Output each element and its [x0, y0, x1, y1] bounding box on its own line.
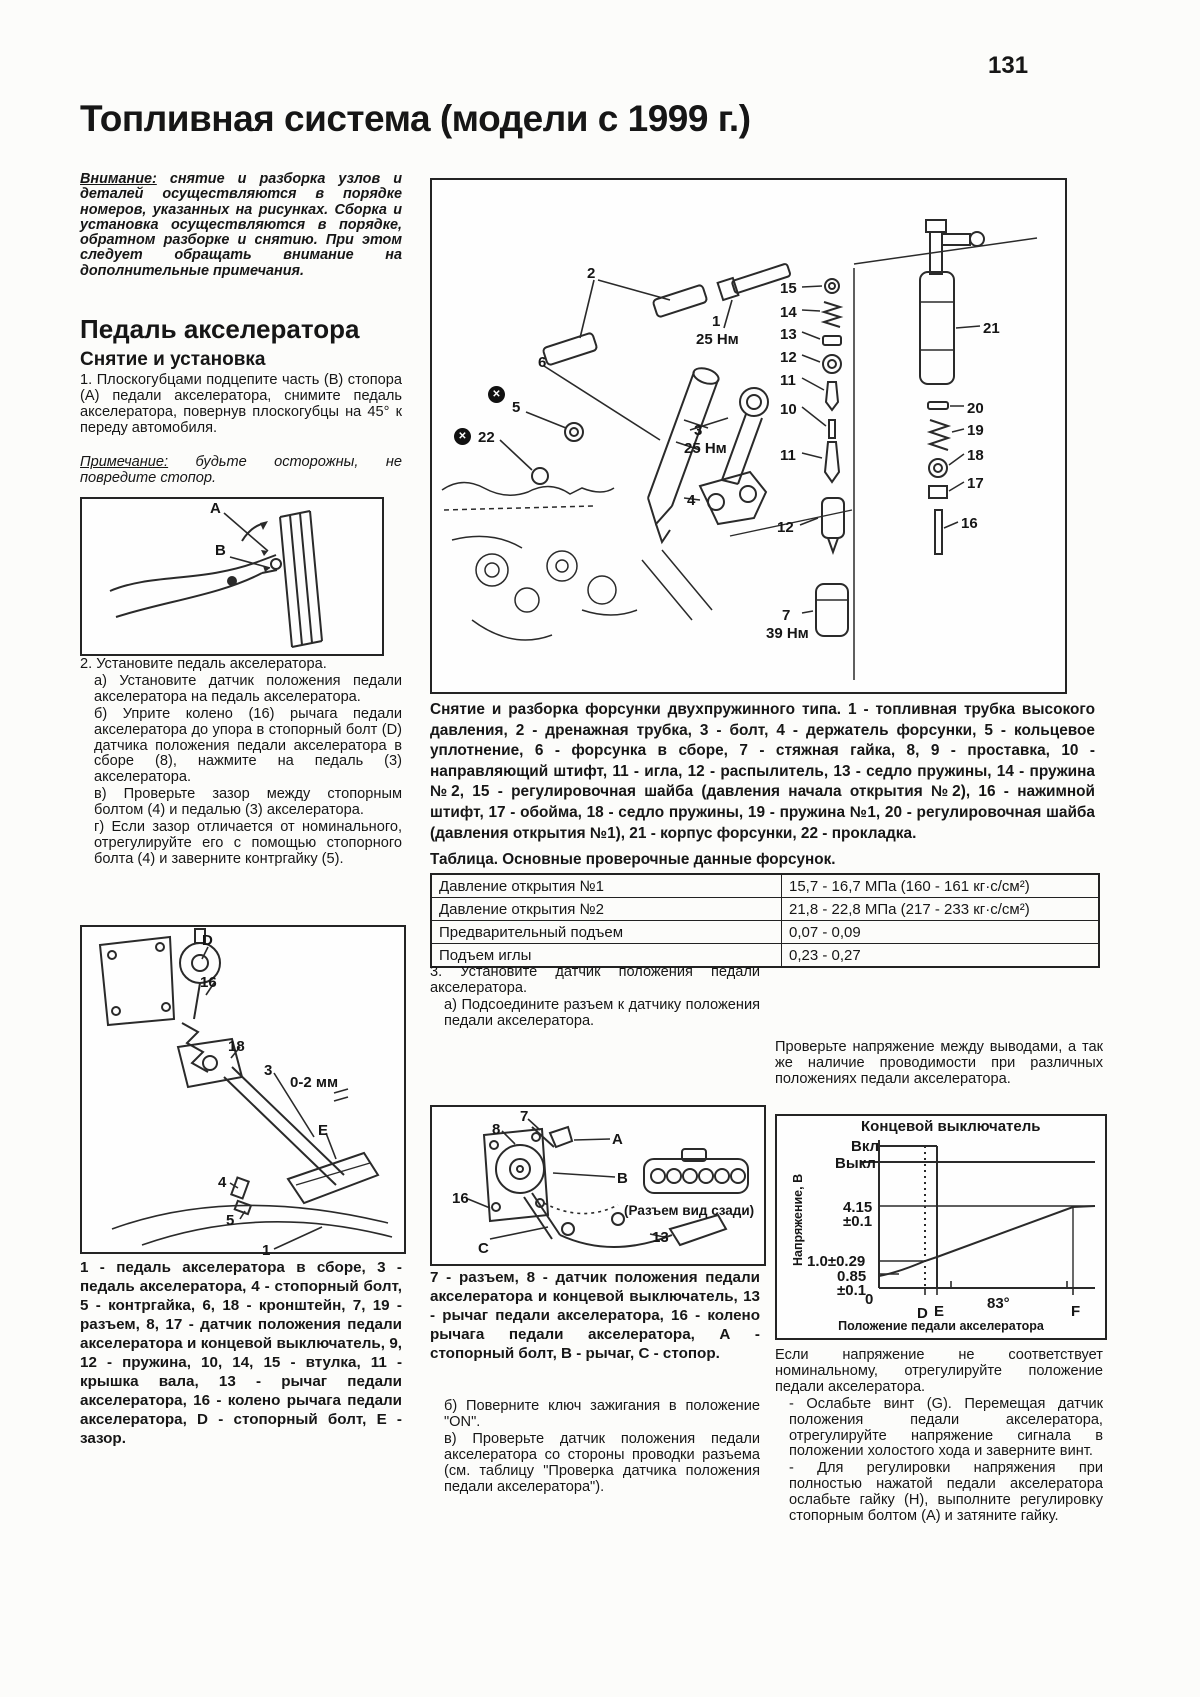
note-label: Примечание: — [80, 454, 169, 470]
pedal-assembly-diagram — [82, 927, 404, 1252]
figure-label: 1.0±0.29 — [807, 1253, 866, 1270]
table-cell: 21,8 - 22,8 МПа (217 - 233 кг·с/см²) — [782, 898, 1100, 921]
figure-label: 5 — [512, 399, 521, 416]
figure-label: B — [215, 542, 226, 559]
figure-label: 4 — [218, 1174, 227, 1191]
table-cell: 15,7 - 16,7 МПа (160 - 161 кг·с/см²) — [782, 874, 1100, 898]
figure-label: 39 Нм — [766, 625, 809, 642]
list-item: в) Проверьте зазор между стопорным болтом (4) и педалью (3) акселератора. — [94, 786, 402, 819]
figure-pliers — [80, 497, 384, 656]
figure-label: 18 — [967, 447, 984, 464]
figure-label: 14 — [780, 304, 797, 321]
figure-label: F — [1071, 1303, 1081, 1320]
list-item: - Ослабьте винт (G). Перемещая датчик положения педали акселератора, отрегулируйте напряжение сигнала в положении холостого хода и заверните винт. — [789, 1395, 1103, 1460]
figure-pedal-assembly — [80, 925, 406, 1259]
figure-label: 12 — [780, 349, 797, 366]
figure-label: 19 — [967, 422, 984, 439]
table-row — [431, 921, 1099, 944]
figure-injector-exploded — [430, 178, 1067, 694]
step-3-intro: 3. Установите датчик положения педали акселератора. — [430, 964, 760, 996]
voltage-check-text: Проверьте напряжение между выводами, а так же наличие проводимости при различных положениях педали акселератора. — [775, 1039, 1103, 1087]
figure-label: 15 — [780, 280, 797, 297]
figure-label: 10 — [780, 401, 797, 418]
list-item: а) Установите датчик положения педали акселератора на педаль акселератора. — [94, 672, 402, 705]
figure-label: ±0.1 — [837, 1282, 867, 1299]
figure-label: D — [917, 1305, 928, 1322]
injector-caption: Снятие и разборка форсунки двухпружинного типа. 1 - топливная трубка высокого давления, 2 - дренажная трубка, 3 - болт, 4 - держатель форсунки, 5 - кольцевое уплотнение, 6 - форсунка в сборе, 7 - стяжная гайка, 8, 9 - проставка, 10 - направляющий штифт, 11 - игла, 12 - распылитель, 13 - седло пружины, 14 - пружина №2, 15 - регулировочная шайба (давления начала открытия №2), 16 - нажимной штифт, 17 - обойма, 18 - седло пружины, 19 - пружина №1, 20 - регулировочная шайба (давления открытия №1), 21 - корпус форсунки, 22 - прокладка. — [430, 701, 1095, 842]
table-cell: Подъем иглы — [431, 944, 782, 968]
section-title: Педаль акселератора — [80, 314, 360, 344]
table-row — [431, 898, 1099, 921]
figure-label: 4 — [687, 492, 696, 509]
adjustment-block — [775, 1348, 1103, 1525]
step-2-intro: 2. Установите педаль акселератора. — [80, 656, 327, 672]
figure-label: 11 — [780, 447, 796, 464]
step-3a: а) Подсоедините разъем к датчику положения педали акселератора. — [444, 996, 760, 1029]
warning-text: снятие и разборка узлов и деталей осуществляются в порядке номеров, указанных на рисунках. Сборка и установка осуществляются в порядке, обратном разборке и снятию. При этом следует обращать внимание на дополнительные примечания. — [80, 171, 402, 279]
list-item: г) Если зазор отличается от номинального, отрегулируйте его с помощью стопорного болта (4) и заверните контргайку (5). — [94, 819, 402, 867]
figure-label: 6 — [538, 354, 547, 371]
figure-label: E — [318, 1122, 329, 1139]
note-paragraph — [80, 455, 402, 487]
warning-label: Внимание: — [80, 171, 157, 187]
pliers-diagram — [82, 499, 382, 654]
figure-label: ±0.1 — [843, 1213, 873, 1230]
list-item: б) Уприте колено (16) рычага педали акселератора до упора в стопорный болт (D) датчика положения педали акселератора в сборе (8), нажмите на педаль (3) акселератора. — [94, 705, 402, 786]
table-cell: 0,23 - 0,27 — [782, 944, 1100, 968]
adjustment-bullets — [775, 1397, 1103, 1525]
figure-label: 13 — [780, 326, 797, 343]
figure-label: 25 Нм — [696, 331, 739, 348]
figure-label: 21 — [983, 320, 1000, 337]
graph-x-axis-label: Положение педали акселератора — [838, 1319, 1044, 1333]
page-title: Топливная система (модели с 1999 г.) — [80, 98, 751, 139]
note-text: будьте осторожны, не повредите стопор. — [80, 454, 402, 486]
step-2-block — [80, 657, 402, 868]
step-3b: б) Поверните ключ зажигания в положение "ON". — [444, 1398, 760, 1430]
graph-y-axis-label: Напряжение, В — [791, 1173, 805, 1266]
spec-table-body — [431, 874, 1099, 967]
figure-label: 7 — [520, 1108, 529, 1125]
figure-label: 7 — [782, 607, 791, 624]
step-3b-3c — [430, 1398, 760, 1495]
figure-label: 1 — [712, 313, 721, 330]
figure-label: 18 — [228, 1038, 245, 1055]
figure-label: 3 — [264, 1062, 273, 1079]
figure-label: 22 — [478, 429, 495, 446]
figure-label: D — [202, 932, 213, 949]
figure-label: 17 — [967, 475, 984, 492]
sensor-figure-caption: 7 - разъем, 8 - датчик положения педали акселератора и концевой выключатель, 13 - рычаг педали акселератора, 16 - колено рычага педали акселератора, А - стопорный болт, В - рычаг, С - стопор. — [430, 1269, 760, 1362]
figure-label: C — [478, 1240, 489, 1257]
figure-label: 0 — [865, 1291, 874, 1308]
figure-label: 0.85 — [837, 1268, 867, 1285]
figure-label: 4.15 — [843, 1199, 873, 1216]
figure-label: 25 Нм — [684, 440, 727, 457]
table-title: Таблица. Основные проверочные данные форсунок. — [430, 851, 836, 868]
warning-paragraph — [80, 172, 402, 279]
figure-label: 2 — [587, 265, 596, 282]
connector-note: (Разъем вид сзади) — [624, 1203, 755, 1218]
figure-label: B — [617, 1170, 628, 1187]
table-cell: Давление открытия №1 — [431, 874, 782, 898]
figure-label: 3 — [694, 422, 703, 439]
figure-label: 8 — [492, 1121, 501, 1138]
figure-label: 11 — [780, 372, 796, 389]
figure-label: 0-2 мм — [290, 1074, 339, 1091]
step-2-items — [80, 674, 402, 868]
figure-label: 16 — [200, 974, 217, 991]
figure-pedal-sensor — [430, 1105, 766, 1266]
step-1-text: 1. Плоскогубцами подцепите часть (В) стопора (А) педали акселератора, снимите педаль акселератора, повернув плоскогубцы на 45° к переду автомобиля. — [80, 372, 402, 436]
table-cell: 0,07 - 0,09 — [782, 921, 1100, 944]
table-cell: Давление открытия №2 — [431, 898, 782, 921]
figure-label: 5 — [226, 1212, 235, 1229]
connector-icon — [644, 1149, 748, 1193]
figure-label: 13 — [652, 1229, 669, 1246]
figure-label: A — [612, 1131, 623, 1148]
figure-label: 12 — [777, 519, 794, 536]
figure-label: A — [210, 500, 221, 517]
figure-label: ✕ — [454, 428, 471, 445]
subsection-title: Снятие и установка — [80, 349, 266, 370]
figure-label: 16 — [961, 515, 978, 532]
pedal-figure-caption: 1 - педаль акселератора в сборе, 3 - педаль акселератора, 4 - стопорный болт, 5 - контргайка, 6, 18 - кронштейн, 7, 19 - разъем, 8, 17 - датчик положения педали акселератора и концевой выключатель, 9, 12 - пружина, 10, 14, 15 - втулка, 11 - крышка вала, 13 - рычаг педали акселератора, 16 - колено рычага педали акселератора, D - стопорный болт, E - зазор. — [80, 1259, 402, 1447]
figure-label: 1 — [262, 1242, 271, 1259]
figure-label: E — [934, 1303, 945, 1320]
figure-label: ✕ — [488, 386, 505, 403]
list-item: - Для регулировки напряжения при полностью нажатой педали акселератора ослабьте гайку (H), выполните регулировку стопорным болтом (А) и затяните гайку. — [789, 1460, 1103, 1525]
step-3-block — [430, 965, 760, 1030]
adjustment-intro: Если напряжение не соответствует номинальному, отрегулируйте положение педали акселератора. — [775, 1347, 1103, 1395]
figure-label: Вкл — [851, 1138, 880, 1155]
page-number: 131 — [988, 52, 1029, 79]
figure-voltage-graph — [775, 1114, 1107, 1340]
injector-spec-table — [430, 873, 1100, 968]
step-3c: в) Проверьте датчик положения педали акселератора со стороны проводки разъема (см. таблицу "Проверка датчика положения педали акселератора"). — [444, 1430, 760, 1495]
table-row — [431, 874, 1099, 898]
table-cell: Предварительный подъем — [431, 921, 782, 944]
figure-label: Концевой выключатель — [861, 1118, 1041, 1135]
figure-label: 16 — [452, 1190, 469, 1207]
figure-label: 20 — [967, 400, 984, 417]
figure-label: 83° — [987, 1295, 1010, 1312]
figure-label: Выкл — [835, 1155, 876, 1172]
